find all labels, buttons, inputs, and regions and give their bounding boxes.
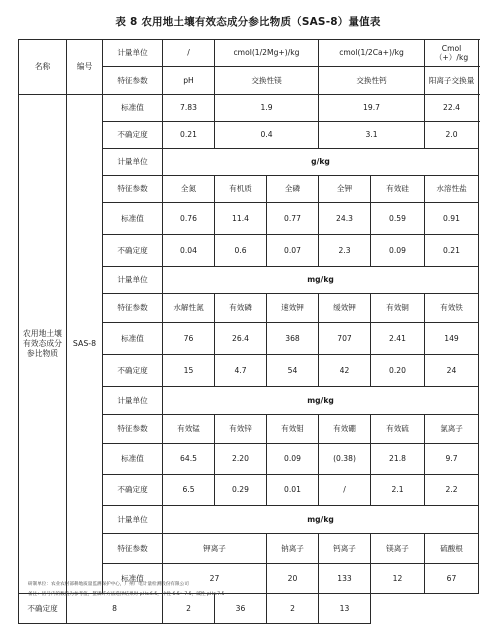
value-cell: 0.59 bbox=[371, 203, 425, 235]
param-cell: 钠离子 bbox=[267, 534, 319, 564]
value-cell: (0.38) bbox=[319, 444, 371, 475]
param-cell: 有效钼 bbox=[267, 415, 319, 444]
code-column-header: 编号 bbox=[67, 40, 103, 95]
value-cell: 27 bbox=[163, 564, 267, 594]
param-cell: 阳离子交换量 bbox=[425, 67, 479, 95]
row-label: 不确定度 bbox=[103, 235, 163, 267]
value-cell: 133 bbox=[319, 564, 371, 594]
value-cell: 3.1 bbox=[319, 122, 425, 149]
param-cell: 缓效钾 bbox=[319, 294, 371, 323]
row-label: 不确定度 bbox=[19, 594, 67, 624]
value-cell: 2.20 bbox=[215, 444, 267, 475]
param-cell: 钾离子 bbox=[163, 534, 267, 564]
value-cell: 67 bbox=[425, 564, 479, 594]
unit-cell: / bbox=[163, 40, 215, 67]
value-cell: 54 bbox=[267, 355, 319, 387]
row-label: 计量单位 bbox=[103, 506, 163, 534]
value-cell: 2.3 bbox=[319, 235, 371, 267]
value-cell: 0.21 bbox=[163, 122, 215, 149]
value-cell: 0.09 bbox=[371, 235, 425, 267]
row-label: 标准值 bbox=[103, 95, 163, 122]
param-cell: 有机质 bbox=[215, 176, 267, 203]
value-cell: 0.76 bbox=[163, 203, 215, 235]
header-unit-row bbox=[19, 40, 479, 67]
value-cell: 22.4 bbox=[425, 95, 479, 122]
param-cell: 水解性氮 bbox=[163, 294, 215, 323]
row-label: 标准值 bbox=[103, 444, 163, 475]
value-cell: 0.91 bbox=[425, 203, 479, 235]
value-cell: 2.2 bbox=[425, 475, 479, 506]
param-cell: 有效磷 bbox=[215, 294, 267, 323]
param-cell: 全钾 bbox=[319, 176, 371, 203]
param-cell: 钙离子 bbox=[319, 534, 371, 564]
param-cell: 交换性镁 bbox=[215, 67, 319, 95]
row-label: 特征参数 bbox=[103, 415, 163, 444]
value-cell: 15 bbox=[163, 355, 215, 387]
value-cell: 707 bbox=[319, 323, 371, 355]
footnote-developer: 研制单位：农业农村部耕地质量监测保护中心，广州广电计量检测股份有限公司 bbox=[28, 582, 189, 587]
param-cell: pH bbox=[163, 67, 215, 95]
value-cell: 0.6 bbox=[215, 235, 267, 267]
row-label: 特征参数 bbox=[103, 176, 163, 203]
unit-cell: mg/kg bbox=[163, 267, 479, 294]
value-cell: 0.04 bbox=[163, 235, 215, 267]
unit-cell: g/kg bbox=[163, 149, 479, 176]
value-cell: 24.3 bbox=[319, 203, 371, 235]
row-label: 标准值 bbox=[103, 203, 163, 235]
row-label: 特征参数 bbox=[103, 294, 163, 323]
param-cell: 有效硅 bbox=[371, 176, 425, 203]
row-label: 不确定度 bbox=[103, 475, 163, 506]
value-cell: 0.77 bbox=[267, 203, 319, 235]
value-cell: 42 bbox=[319, 355, 371, 387]
param-cell: 交换性钙 bbox=[319, 67, 425, 95]
value-cell: 26.4 bbox=[215, 323, 267, 355]
row-label: 不确定度 bbox=[103, 355, 163, 387]
param-label: 特征参数 bbox=[103, 67, 163, 95]
value-cell: 4.7 bbox=[215, 355, 267, 387]
param-cell: 有效锌 bbox=[215, 415, 267, 444]
param-cell: 速效钾 bbox=[267, 294, 319, 323]
table-row bbox=[19, 95, 479, 122]
value-cell: 0.20 bbox=[371, 355, 425, 387]
value-cell: 13 bbox=[319, 594, 371, 624]
material-name: 农用地土壤有效态成分参比物质 bbox=[19, 95, 67, 594]
value-cell: 0.29 bbox=[215, 475, 267, 506]
row-label: 标准值 bbox=[103, 323, 163, 355]
row-label: 计量单位 bbox=[103, 149, 163, 176]
value-cell: 12 bbox=[371, 564, 425, 594]
unit-label: 计量单位 bbox=[103, 40, 163, 67]
param-cell: 全氮 bbox=[163, 176, 215, 203]
row-label: 标准值 bbox=[103, 564, 163, 594]
footnote-remark: 备注：括号内的数值为参考值，螯磷纤方法选择结果时 pH≥6.5，中性 6.5～7.5，碱性 pH≥7.5 bbox=[28, 592, 225, 597]
param-cell: 氯离子 bbox=[425, 415, 479, 444]
row-label: 不确定度 bbox=[103, 122, 163, 149]
value-cell: 19.7 bbox=[319, 95, 425, 122]
material-code: SAS-8 bbox=[67, 95, 103, 594]
param-cell: 有效硼 bbox=[319, 415, 371, 444]
param-cell: 硫酸根 bbox=[425, 534, 479, 564]
param-cell: 全磷 bbox=[267, 176, 319, 203]
unit-cell: cmol(1/2Mg+)/kg bbox=[215, 40, 319, 67]
unit-cell: mg/kg bbox=[163, 387, 479, 415]
row-label: 计量单位 bbox=[103, 267, 163, 294]
row-label: 计量单位 bbox=[103, 387, 163, 415]
name-column-header: 名称 bbox=[19, 40, 67, 95]
value-cell: 21.8 bbox=[371, 444, 425, 475]
value-cell: 76 bbox=[163, 323, 215, 355]
value-cell: 0.07 bbox=[267, 235, 319, 267]
unit-cell: mg/kg bbox=[163, 506, 479, 534]
param-cell: 水溶性盐 bbox=[425, 176, 479, 203]
reference-values-table bbox=[18, 39, 479, 624]
value-cell: 20 bbox=[267, 564, 319, 594]
value-cell: 7.83 bbox=[163, 95, 215, 122]
value-cell: 368 bbox=[267, 323, 319, 355]
value-cell: 0.09 bbox=[267, 444, 319, 475]
value-cell: 0.01 bbox=[267, 475, 319, 506]
value-cell: 0.4 bbox=[215, 122, 319, 149]
value-cell: 8 bbox=[67, 594, 163, 624]
value-cell: 6.5 bbox=[163, 475, 215, 506]
value-cell: 2 bbox=[267, 594, 319, 624]
value-cell: 2.1 bbox=[371, 475, 425, 506]
unit-cell: Cmol（+）/kg bbox=[425, 40, 479, 67]
value-cell: 64.5 bbox=[163, 444, 215, 475]
value-cell: 0.21 bbox=[425, 235, 479, 267]
value-cell: 9.7 bbox=[425, 444, 479, 475]
value-cell: 2.41 bbox=[371, 323, 425, 355]
param-cell: 有效硫 bbox=[371, 415, 425, 444]
value-cell: 36 bbox=[215, 594, 267, 624]
value-cell: 2 bbox=[163, 594, 215, 624]
param-cell: 有效锰 bbox=[163, 415, 215, 444]
row-label: 特征参数 bbox=[103, 534, 163, 564]
value-cell: 149 bbox=[425, 323, 479, 355]
param-cell: 镁离子 bbox=[371, 534, 425, 564]
value-cell: 2.0 bbox=[425, 122, 479, 149]
value-cell: 1.9 bbox=[215, 95, 319, 122]
value-cell: 24 bbox=[425, 355, 479, 387]
table-title: 表 8 农用地土壤有效态成分参比物质（SAS-8）量值表 bbox=[115, 16, 381, 28]
value-cell: 11.4 bbox=[215, 203, 267, 235]
value-cell: / bbox=[319, 475, 371, 506]
param-cell: 有效铜 bbox=[371, 294, 425, 323]
unit-cell: cmol(1/2Ca+)/kg bbox=[319, 40, 425, 67]
param-cell: 有效铁 bbox=[425, 294, 479, 323]
